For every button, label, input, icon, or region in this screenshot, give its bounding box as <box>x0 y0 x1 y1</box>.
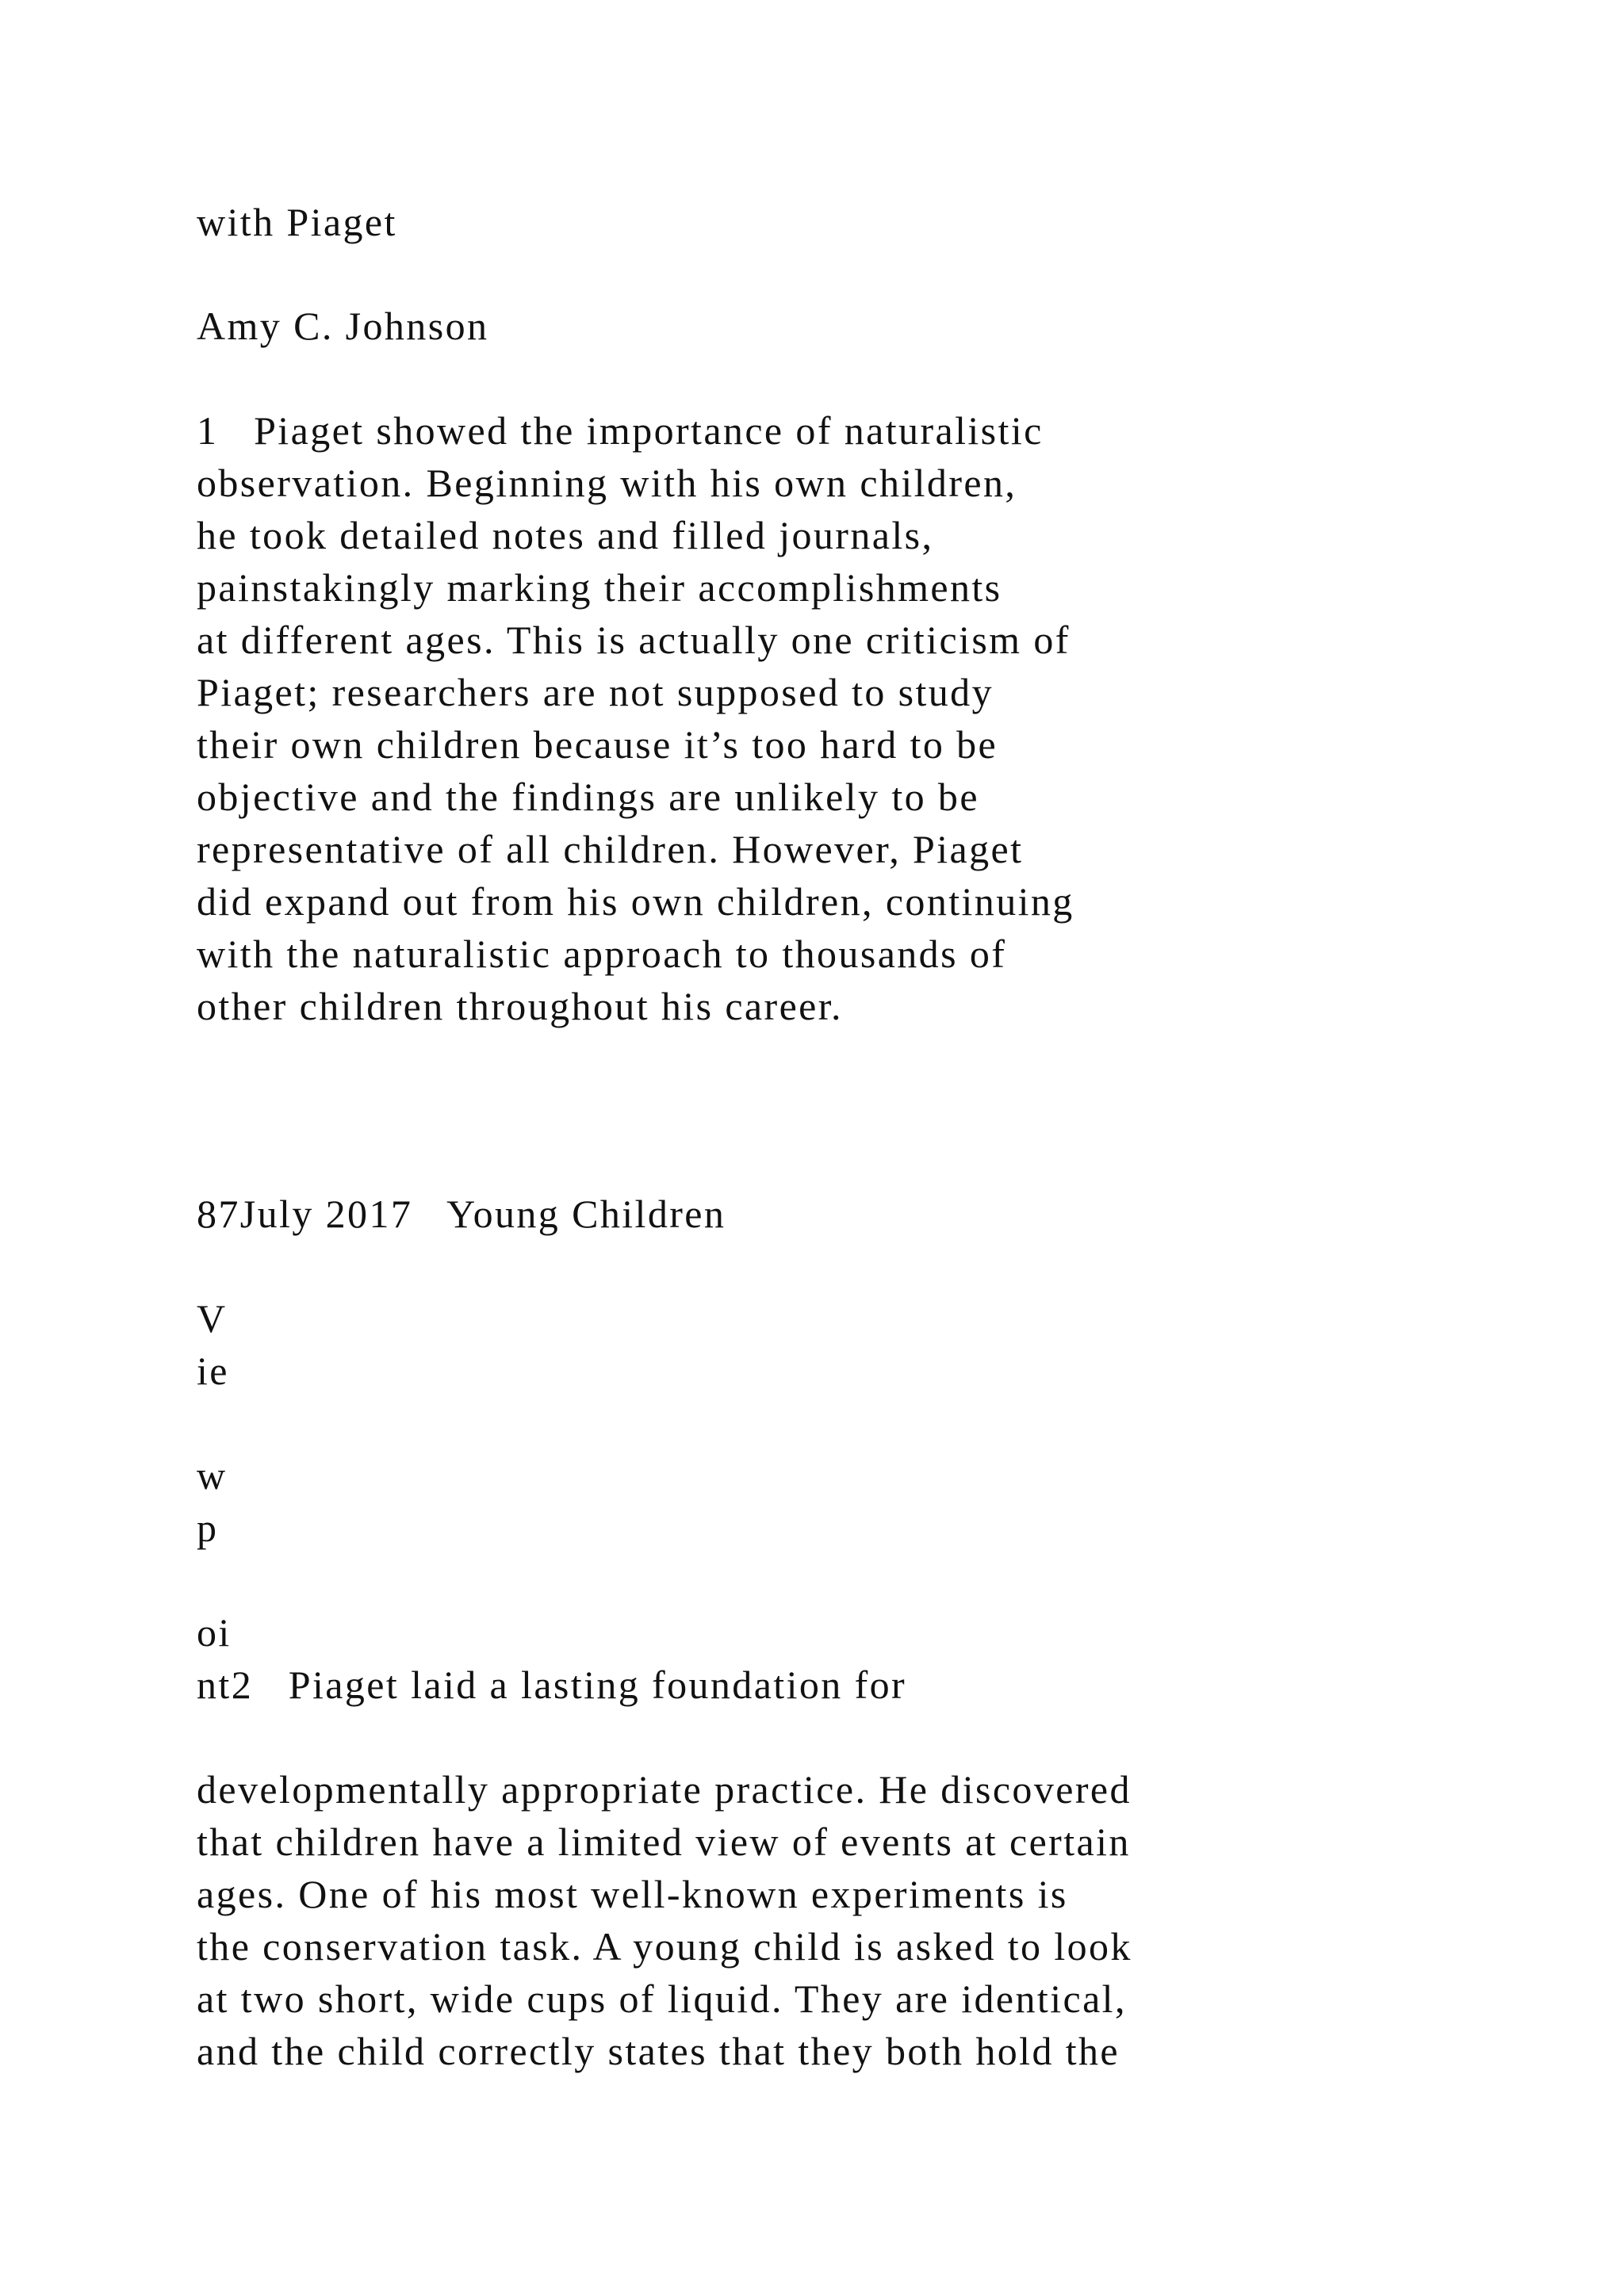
paragraph-line: other children throughout his career. <box>197 984 843 1028</box>
title-fragment: with Piaget <box>197 200 397 244</box>
paragraph-line: with the naturalistic approach to thousands of <box>197 932 1007 976</box>
paragraph-line: he took detailed notes and filled journals, <box>197 513 934 557</box>
paragraph-line: Piaget; researchers are not supposed to study <box>197 670 994 714</box>
vertical-fragment: w <box>197 1453 228 1498</box>
paragraph-line: their own children because it’s too hard to be <box>197 722 998 767</box>
paragraph-line: the conservation task. A young child is asked to look <box>197 1924 1132 1969</box>
paragraph-line: objective and the findings are unlikely to be <box>197 775 979 819</box>
paragraph-line: representative of all children. However, Piaget <box>197 827 1024 871</box>
running-footer: 87July 2017 Young Children <box>197 1192 726 1236</box>
paragraph-line: that children have a limited view of events at certain <box>197 1820 1131 1864</box>
vertical-fragment: ie <box>197 1349 229 1393</box>
vertical-fragment: p <box>197 1506 219 1550</box>
paragraph-line: 1 Piaget showed the importance of naturalistic <box>197 408 1044 453</box>
paragraph-line: did expand out from his own children, continuing <box>197 879 1074 924</box>
paragraph-line: at two short, wide cups of liquid. They are identical, <box>197 1976 1127 2021</box>
paragraph-line: ages. One of his most well-known experiments is <box>197 1872 1068 1916</box>
paragraph-first-line: nt2 Piaget laid a lasting foundation for <box>197 1663 907 1707</box>
paragraph-line: painstakingly marking their accomplishments <box>197 565 1002 610</box>
paragraph-line: and the child correctly states that they both hold the <box>197 2029 1120 2073</box>
paragraph-line: developmentally appropriate practice. He discovered <box>197 1767 1132 1812</box>
paragraph-line: at different ages. This is actually one criticism of <box>197 618 1071 662</box>
paragraph-line: observation. Beginning with his own children, <box>197 461 1017 505</box>
vertical-fragment: oi <box>197 1610 232 1655</box>
author-name: Amy C. Johnson <box>197 304 489 348</box>
vertical-fragment: V <box>197 1296 228 1341</box>
